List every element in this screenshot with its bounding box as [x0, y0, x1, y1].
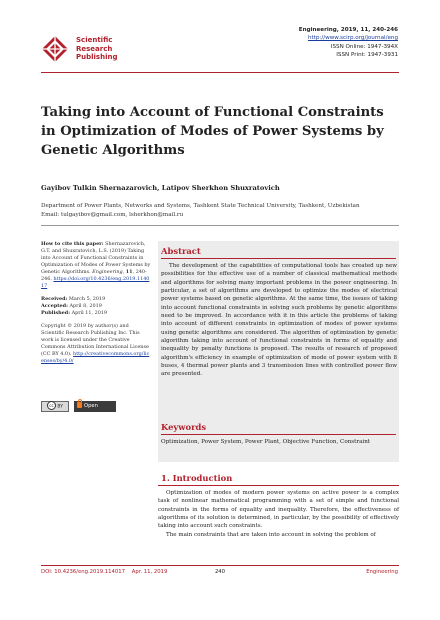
- article-title: Taking into Account of Functional Constraints in Optimization of Modes of Power Systems by Genetic Algorithms: [41, 105, 384, 158]
- published-label: Published:: [41, 310, 71, 316]
- author-affiliation: Department of Power Plants, Networks and Systems, Tashkent State Technical University, Tashkent, Uzbekistan: [41, 203, 360, 209]
- cite-text: Shernazarovich, G.T. and Shuxratovich, L.S. (2019) Taking into Account of Functional Constraints in Optimization of Modes of Power Systems by Genetic Algorithms.: [41, 241, 151, 275]
- abstract-heading: Abstract: [161, 246, 201, 256]
- journal-url-link[interactable]: http://www.scirp.org/journal/eng: [307, 35, 398, 42]
- article-sidebar: [41, 241, 151, 371]
- cite-doi-link[interactable]: https://doi.org/10.4236/eng.2019.114017: [41, 276, 150, 289]
- title-divider: [41, 225, 399, 226]
- author-email[interactable]: Email: tulgayibov@gmail.com, lsherkhon@mail.ru: [41, 212, 184, 218]
- license-link[interactable]: http://creativecommons.org/licenses/by/4.0/: [41, 351, 150, 364]
- open-lock-icon: [77, 402, 82, 408]
- article-dates: [41, 296, 151, 317]
- received-label: Received:: [41, 296, 68, 302]
- cite-journal: Engineering: [92, 269, 123, 275]
- cite-volume: 11: [125, 269, 133, 275]
- issn-print: ISSN Print: 1947-3931: [336, 51, 398, 58]
- keywords-heading: Keywords: [161, 422, 207, 432]
- keywords-text: Optimization, Power System, Power Plant, Objective Function, Constraint: [161, 439, 371, 445]
- open-access-label: Open Access: [77, 403, 98, 420]
- introduction-heading: 1. Introduction: [161, 473, 233, 483]
- open-access-badge[interactable]: [74, 401, 116, 420]
- publisher-logo[interactable]: [41, 33, 181, 65]
- footer-divider: [41, 565, 399, 566]
- cite-label: How to cite this paper:: [41, 241, 104, 247]
- cc-by-badge[interactable]: [41, 401, 69, 412]
- received-date: [41, 296, 151, 303]
- accepted-label: Accepted:: [41, 303, 68, 309]
- publisher-name-line: Research: [76, 44, 113, 53]
- introduction-body: [158, 489, 399, 539]
- copyright-notice: [41, 323, 151, 365]
- how-to-cite: How to cite this paper: Shernazarovich, G.T. and Shuxratovich, L.S. (2019) Taking into Account of Functional Constraints in Optimization of Modes of Power Systems by Genetic Algorithms. Engineering, 11, 240-246. https://doi.org/10.4236/eng.2019.114017: [41, 241, 151, 289]
- header-divider: [41, 72, 399, 73]
- article-authors: Gayibov Tulkin Shernazarovich, Latipov Sherkhon Shuxratovich: [41, 184, 280, 192]
- received-value: March 5, 2019: [68, 296, 106, 302]
- published-date: [41, 310, 151, 317]
- published-value: April 11, 2019: [71, 310, 108, 316]
- accepted-value: April 8, 2019: [69, 303, 102, 309]
- scirp-logo-icon: [41, 35, 69, 63]
- journal-citation: Engineering, 2019, 11, 240-246: [298, 27, 398, 33]
- publisher-name: [76, 36, 117, 62]
- abstract-text: The development of the capabilities of computational tools has created up new possibilities for the effective use of a number of classical mathematical methods and algorithms for solving many important problems in the power engineering. In particular, a set of algorithms are developed to optimize the modes of electrical power systems based on genetic algorithms. At the same time, the issues of taking into account functional constraints in solving such problems by genetic algorithms need to be improved. In accordance with it in this article the problems of taking into account of different constraints in optimization of modes of power systems using genetic algorithms are considered. The algorithm of optimization by genetic algorithm taking into account of functional constraints in forms of equality and inequality by penalty functions is proposed. The results of research of proposed algorithm's efficiency in example of optimization of mode of power system with 8 buses, 4 thermal power plants and 3 transmission lines with controlled power flow are presented.: [161, 263, 397, 378]
- cc-icon: cc: [47, 401, 56, 410]
- journal-info: [299, 26, 398, 59]
- publisher-name-line: Scientific: [76, 36, 113, 44]
- copyright-text: Copyright © 2019 by author(s) and Scientific Research Publishing Inc. This work is licensed under the Creative Commons Attribution International License (CC BY 4.0).: [41, 323, 149, 357]
- accepted-date: [41, 303, 151, 310]
- license-badges: [41, 401, 151, 420]
- introduction-paragraph: The main constraints that are taken into account in solving the problem of: [166, 531, 376, 538]
- abstract-panel: [158, 241, 399, 462]
- issn-online: ISSN Online: 1947-394X: [330, 43, 398, 50]
- footer-journal: Engineering: [366, 569, 398, 575]
- page-number: 240: [214, 569, 226, 575]
- footer-doi[interactable]: DOI: 10.4236/eng.2019.114017 Apr. 11, 2019: [41, 569, 168, 575]
- introduction-divider: [158, 485, 399, 486]
- abstract-divider: [161, 258, 396, 259]
- cite-pages: , 240-246.: [41, 269, 147, 282]
- publisher-name-line: Publishing: [76, 53, 118, 61]
- cc-by-label: BY: [57, 404, 64, 410]
- keywords-divider: [161, 434, 396, 435]
- introduction-paragraph: Optimization of modes of modern power systems on active power is a complex task of nonlinear mathematical programming with a set of simple and functional constraints in the forms of equality and inequality. Therefore, the effectiveness of algorithms of its solution is determined, in particular, by the possibility of effectively taking into account such constraints.: [158, 490, 399, 530]
